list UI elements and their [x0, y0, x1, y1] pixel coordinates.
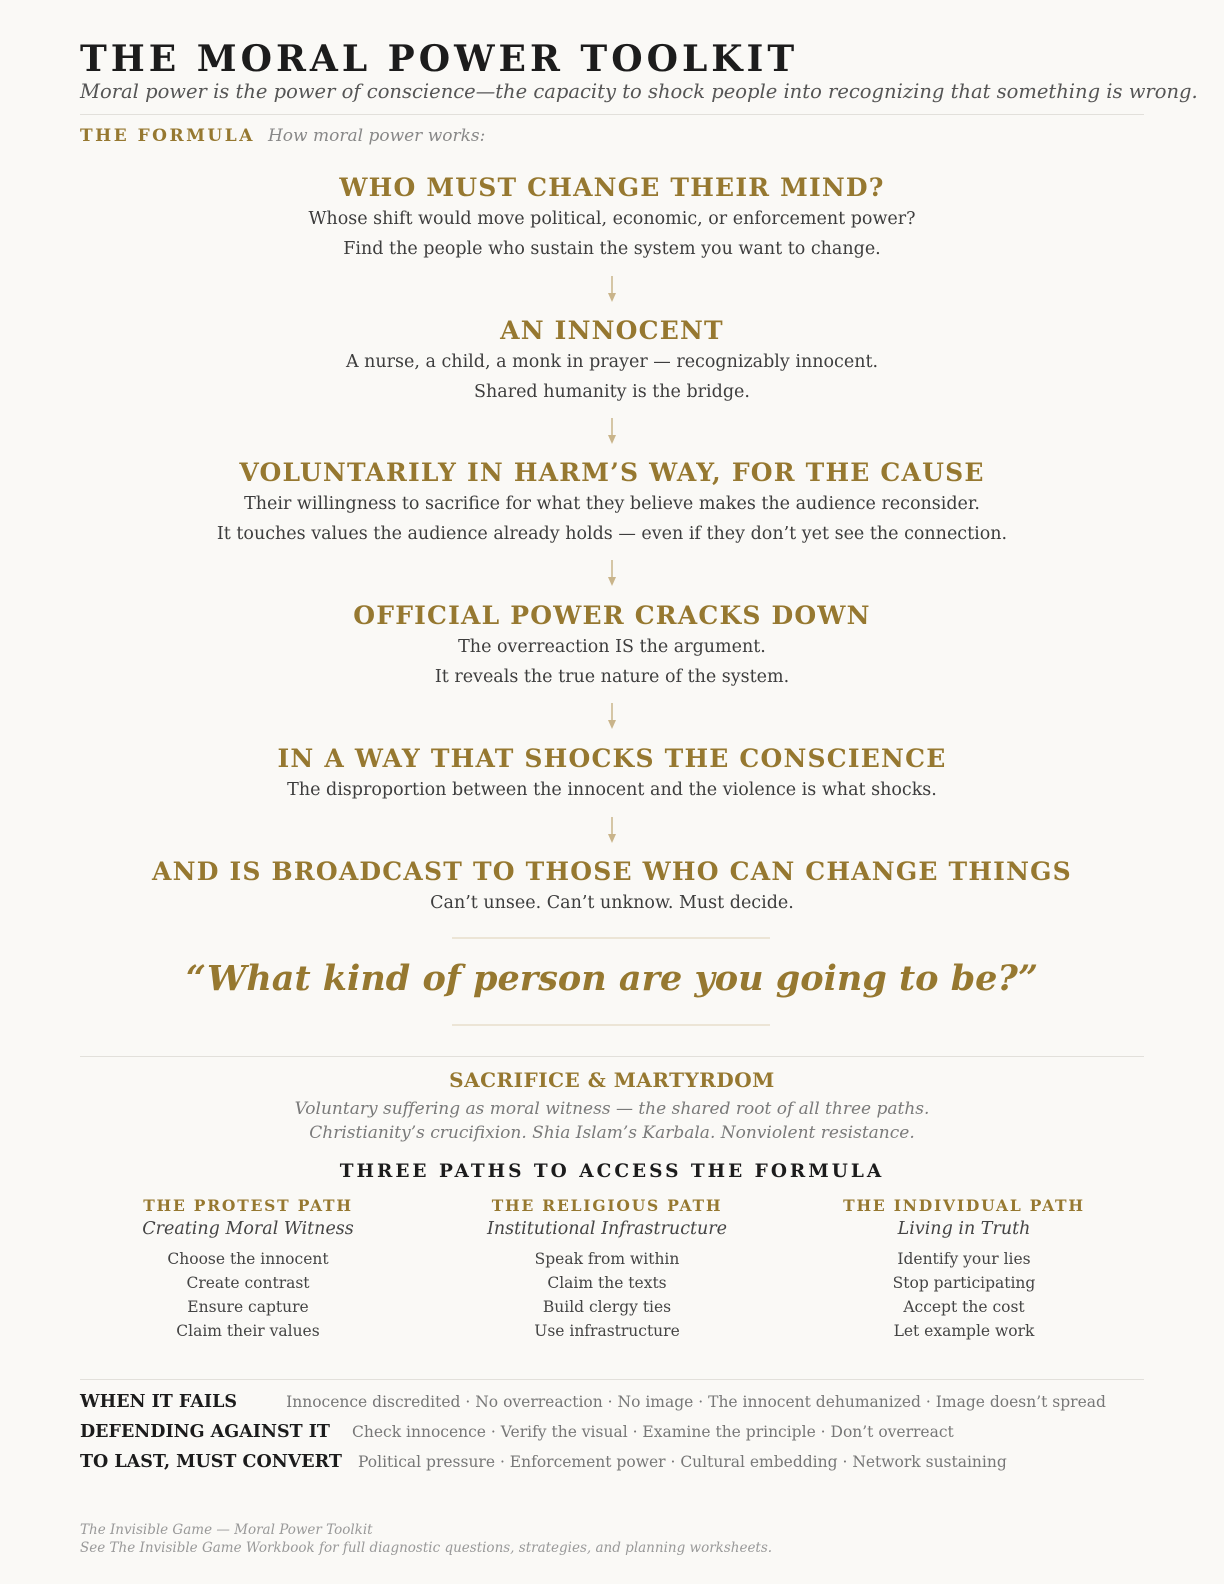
path-step: Build clergy ties — [542, 1298, 672, 1316]
path-name: THE INDIVIDUAL PATH — [843, 1196, 1085, 1215]
path-subtitle: Living in Truth — [897, 1219, 1031, 1239]
summary-text: Innocence discredited · No overreaction · No image · The innocent dehumanized · Image doesn’t spread — [286, 1393, 1106, 1411]
step-text: It reveals the true nature of the system. — [434, 667, 790, 687]
divider — [80, 1056, 1144, 1057]
path-subtitle: Creating Moral Witness — [142, 1219, 354, 1239]
step-title: AND IS BROADCAST TO THOSE WHO CAN CHANGE THINGS — [152, 857, 1072, 886]
sacrifice-text: Christianity’s crucifixion. Shia Islam’s Karbala. Nonviolent resistance. — [309, 1123, 915, 1143]
step-text: It touches values the audience already holds — even if they don’t yet see the connection. — [216, 524, 1008, 544]
formula-step — [80, 457, 1144, 549]
summary-row — [80, 1422, 954, 1442]
summary-row — [80, 1392, 1106, 1412]
page-subtitle: Moral power is the power of conscience—the capacity to shock people into recognizing that something is wrong. — [80, 80, 1198, 103]
summary-row — [80, 1452, 1007, 1472]
formula-step — [80, 856, 1144, 918]
step-text: Shared humanity is the bridge. — [474, 382, 750, 402]
path-step: Use infrastructure — [534, 1322, 680, 1340]
path-subtitle: Institutional Infrastructure — [486, 1219, 728, 1239]
step-title: VOLUNTARILY IN HARM’S WAY, FOR THE CAUSE — [239, 458, 985, 487]
formula-step — [80, 600, 1144, 692]
formula-step — [80, 743, 1144, 805]
down-arrow-icon — [600, 701, 624, 731]
summary-label: WHEN IT FAILS — [80, 1392, 238, 1412]
summary-text: Political pressure · Enforcement power · Cultural embedding · Network sustaining — [358, 1453, 1007, 1471]
down-arrow-icon — [600, 558, 624, 588]
summary-text: Check innocence · Verify the visual · Examine the principle · Don’t overreact — [352, 1423, 954, 1441]
formula-label: THE FORMULA — [80, 126, 255, 146]
path-step: Identify your lies — [897, 1250, 1031, 1268]
path-step: Stop participating — [892, 1274, 1036, 1292]
divider — [80, 1379, 1144, 1380]
quote-divider — [452, 937, 770, 939]
path-protest — [78, 1195, 418, 1343]
path-step: Let example work — [893, 1322, 1035, 1340]
step-text: Their willingness to sacrifice for what they believe makes the audience reconsider. — [244, 494, 980, 514]
summary-label: DEFENDING AGAINST IT — [80, 1422, 330, 1442]
key-question-quote: “What kind of person are you going to be?” — [185, 958, 1039, 999]
path-step: Ensure capture — [187, 1298, 309, 1316]
sacrifice-title: SACRIFICE & MARTYRDOM — [449, 1068, 775, 1092]
path-individual — [794, 1195, 1134, 1343]
formula-step — [80, 315, 1144, 407]
paths-heading: THREE PATHS TO ACCESS THE FORMULA — [339, 1161, 885, 1182]
sacrifice-text: Voluntary suffering as moral witness — the shared root of all three paths. — [294, 1099, 930, 1119]
quote-divider — [452, 1024, 770, 1026]
path-step: Claim their values — [176, 1322, 320, 1340]
step-text: Find the people who sustain the system you want to change. — [343, 239, 881, 259]
step-text: Can’t unsee. Can’t unknow. Must decide. — [430, 893, 794, 913]
formula-heading — [80, 126, 485, 146]
path-step: Speak from within — [534, 1250, 680, 1268]
step-title: IN A WAY THAT SHOCKS THE CONSCIENCE — [277, 744, 947, 773]
path-step: Choose the innocent — [167, 1250, 329, 1268]
divider — [80, 114, 1144, 115]
path-step: Claim the texts — [547, 1274, 667, 1292]
summary-label: TO LAST, MUST CONVERT — [80, 1452, 342, 1472]
formula-note: How moral power works: — [267, 126, 486, 146]
step-title: WHO MUST CHANGE THEIR MIND? — [339, 173, 885, 202]
step-title: AN INNOCENT — [500, 316, 724, 345]
footer-title: The Invisible Game — Moral Power Toolkit — [80, 1522, 373, 1538]
down-arrow-icon — [600, 274, 624, 304]
down-arrow-icon — [600, 815, 624, 845]
footer-note: See The Invisible Game Workbook for full diagnostic questions, strategies, and planning worksheets. — [80, 1540, 773, 1556]
page-title: THE MORAL POWER TOOLKIT — [80, 38, 799, 80]
path-name: THE PROTEST PATH — [143, 1196, 353, 1215]
path-step: Accept the cost — [903, 1298, 1025, 1316]
path-step: Create contrast — [186, 1274, 310, 1292]
down-arrow-icon — [600, 416, 624, 446]
path-name: THE RELIGIOUS PATH — [491, 1196, 723, 1215]
step-text: The overreaction IS the argument. — [458, 637, 766, 657]
step-title: OFFICIAL POWER CRACKS DOWN — [353, 601, 871, 630]
formula-step — [80, 172, 1144, 264]
step-text: Whose shift would move political, economic, or enforcement power? — [308, 209, 916, 229]
path-religious — [437, 1195, 777, 1343]
step-text: The disproportion between the innocent and the violence is what shocks. — [287, 780, 937, 800]
step-text: A nurse, a child, a monk in prayer — recognizably innocent. — [345, 352, 879, 372]
